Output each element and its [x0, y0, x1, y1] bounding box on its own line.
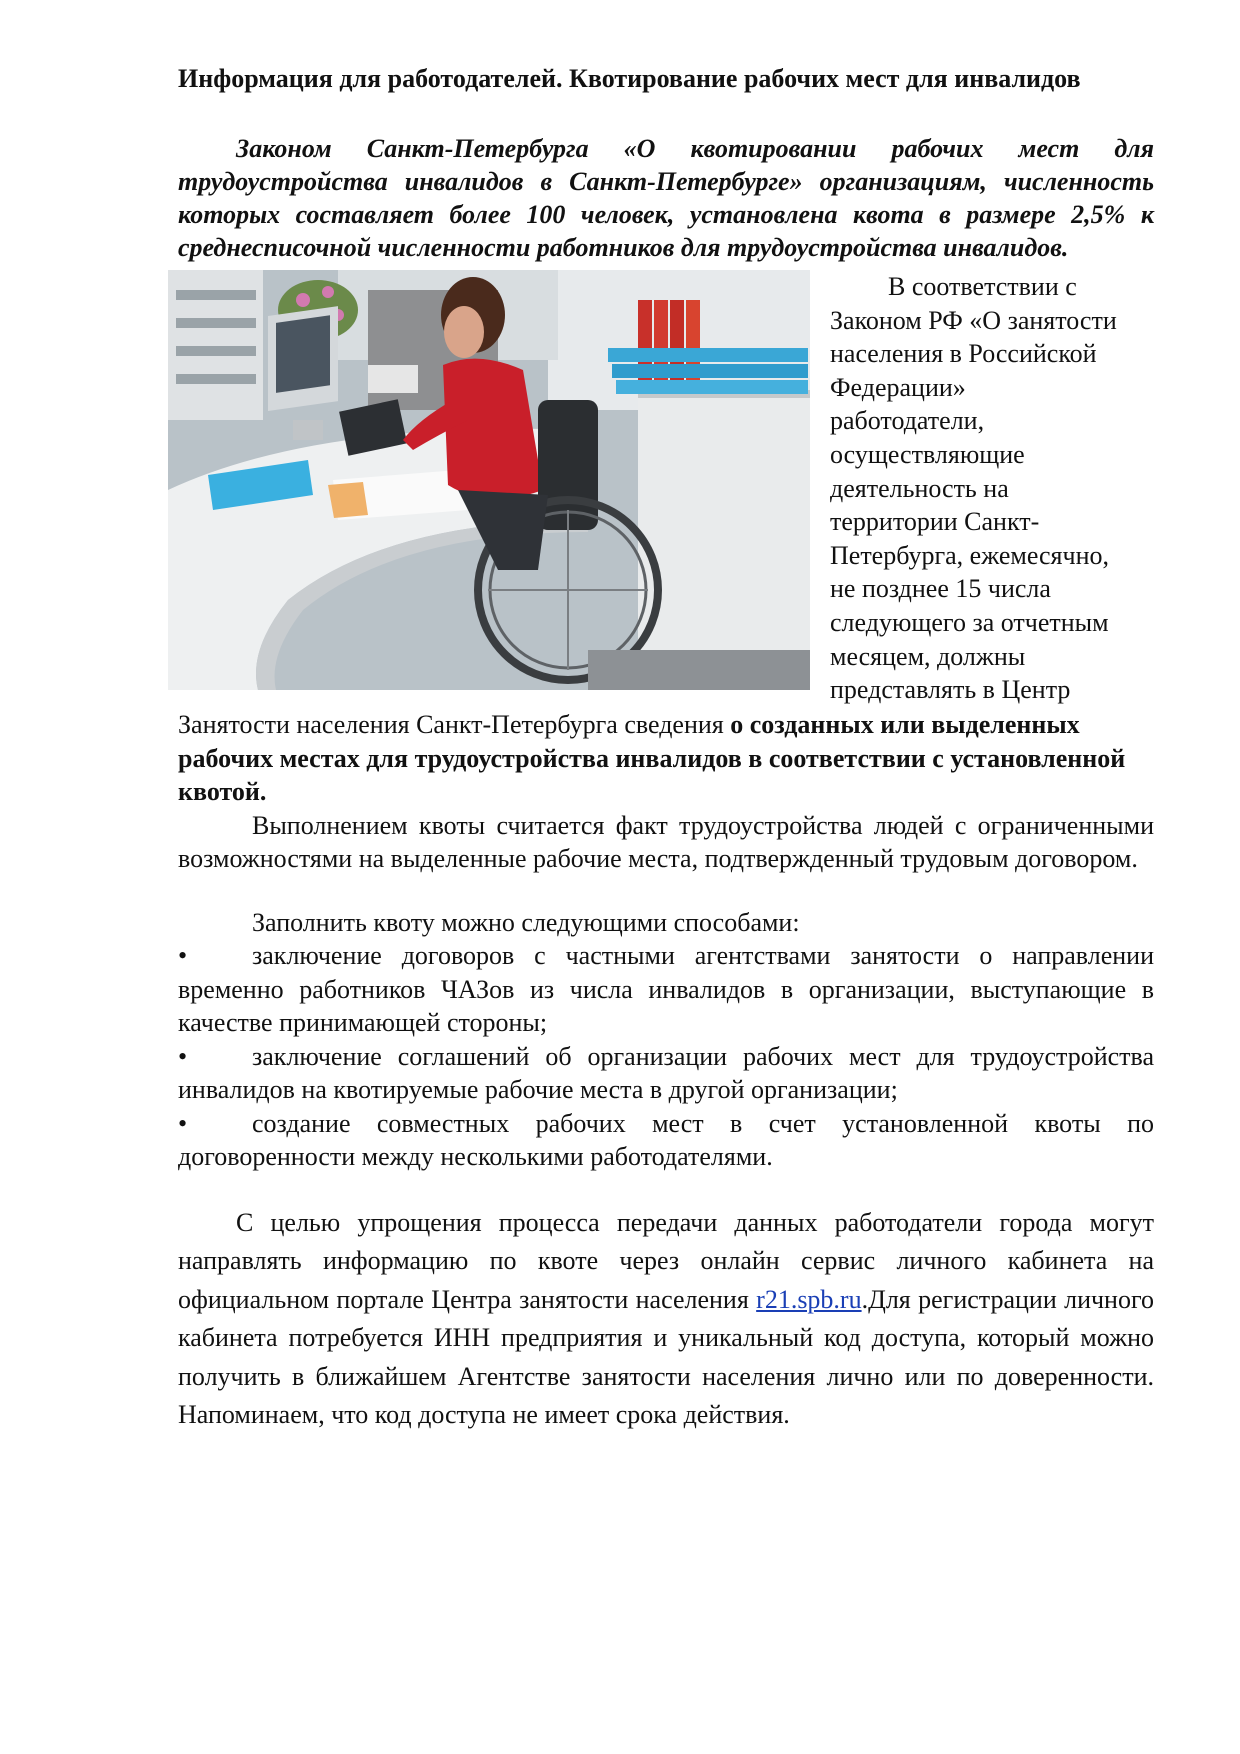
online-text-before: С целью упрощения процесса передачи данных работодатели города могут направлять информацию по квоте через онлайн сервис личного кабинета на официальном портале Центра занятости населения [178, 1207, 1154, 1314]
method-text: заключение договоров с частными агентствами занятости о направлении временно работников ЧАЗов из числа инвалидов в организации, выступающие в качестве принимающей стороны; [178, 941, 1154, 1037]
document-title: Информация для работодателей. Квотирование рабочих мест для инвалидов [178, 64, 1081, 93]
side-line: населения в Российской [830, 339, 1097, 369]
intro-paragraph: Законом Санкт-Петербурга «О квотировании рабочих мест для трудоустройства инвалидов в Санкт-Петербурге» организациям, численность которых составляет более 100 человек, установлена квота в размере 2,5% к среднесписочной численности работников для трудоустройства инвалидов. [178, 134, 1154, 262]
side-line: не позднее 15 числа [830, 574, 1051, 604]
reporting-plain: Занятости населения Санкт-Петербурга сведения [178, 710, 731, 739]
side-line: следующего за отчетным [830, 607, 1109, 637]
online-service-paragraph [178, 1204, 1154, 1435]
side-line: территории Санкт- [830, 507, 1040, 537]
side-line: деятельность на [830, 473, 1009, 503]
method-item [178, 1107, 1154, 1174]
side-line: Федерации» [830, 372, 966, 402]
portal-link[interactable]: r21.spb.ru [756, 1284, 862, 1314]
methods-intro: Заполнить квоту можно следующими способами: [252, 907, 800, 937]
side-text [830, 270, 1156, 707]
reporting-bold: о созданных или выделенных рабочих местах для трудоустройства инвалидов в соответствии с установленной квотой. [178, 710, 1126, 806]
method-item [178, 1040, 1154, 1107]
online-text-after: .Для регистрации личного кабинета потребуется ИНН предприятия и уникальный код доступа, который можно получить в ближайшем Агентстве занятости населения лично или по доверенности. Напоминаем, что код доступа не имеет срока действия. [178, 1284, 1154, 1429]
side-line: представлять в Центр [830, 675, 1071, 705]
bullet-icon: • [178, 1108, 188, 1138]
side-line: Законом РФ «О занятости [830, 305, 1117, 335]
method-item [178, 939, 1154, 1040]
quota-fulfillment-paragraph: Выполнением квоты считается факт трудоустройства людей с ограниченными возможностями на выделенные рабочие места, подтвержденный трудовым договором. [178, 810, 1154, 873]
bullet-icon: • [178, 1041, 188, 1071]
side-line: В соответствии с [888, 272, 1077, 301]
document-page [178, 62, 1154, 1435]
side-line: месяцем, должны [830, 641, 1026, 671]
bullet-icon: • [178, 941, 188, 970]
reporting-paragraph [178, 708, 1154, 809]
figure-row [178, 266, 1154, 708]
office-photo [168, 270, 810, 690]
method-text: создание совместных рабочих мест в счет установленной квоты по договоренности между несколькими работодателями. [178, 1108, 1154, 1171]
side-line: Петербурга, ежемесячно, [830, 540, 1109, 570]
side-line: работодатели, [830, 406, 985, 436]
method-text: заключение соглашений об организации рабочих мест для трудоустройства инвалидов на квотируемые рабочие места в другой организации; [178, 1041, 1154, 1104]
side-line: осуществляющие [830, 439, 1025, 469]
